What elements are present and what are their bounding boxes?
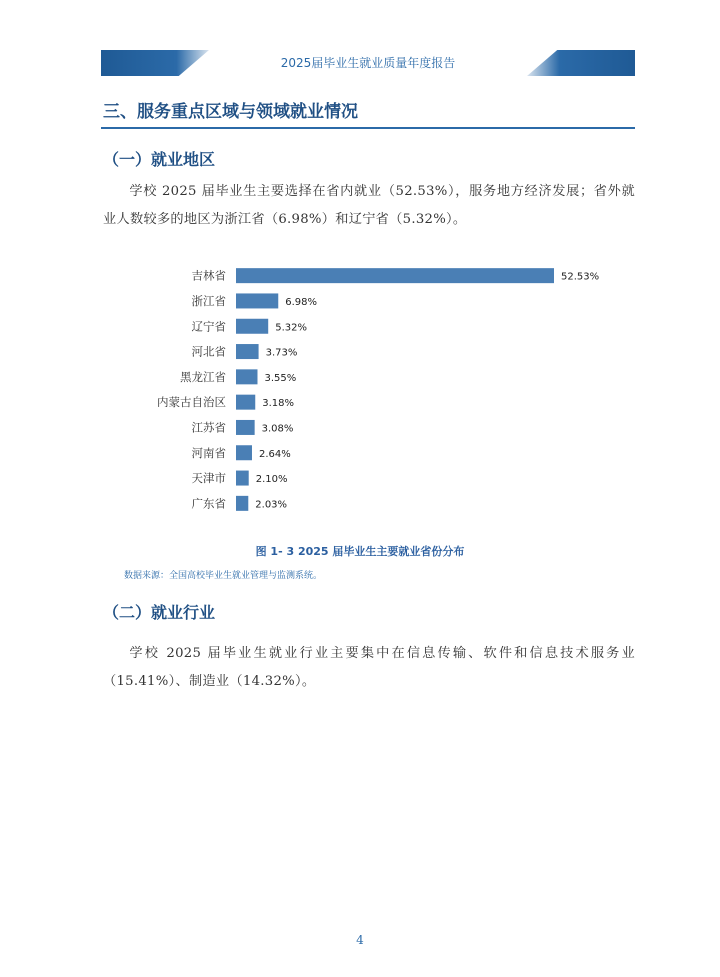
subsection-title-region: （一）就业地区 (103, 150, 216, 169)
page-number: 4 (356, 933, 364, 947)
section-title: 三、服务重点区域与领域就业情况 (103, 102, 358, 122)
category-label: 天津市 (191, 471, 226, 486)
data-label: 2.64% (258, 448, 291, 460)
category-label: 辽宁省 (191, 319, 226, 334)
data-label: 2.10% (255, 474, 288, 486)
figure-source: 数据来源：全国高校毕业生就业管理与监测系统。 (124, 571, 323, 581)
data-label: 5.32% (275, 322, 307, 334)
bar (236, 471, 249, 486)
bar (236, 369, 257, 384)
bar (236, 420, 255, 435)
bar (236, 268, 554, 283)
data-label: 52.53% (561, 271, 600, 283)
province-bar-chart (120, 258, 640, 518)
industry-paragraph: 学校 2025 届毕业生就业行业主要集中在信息传输、软件和信息技术服务业（15.41%）、制造业（14.32%）。 (103, 646, 635, 689)
bar (236, 496, 248, 511)
bar (236, 395, 255, 410)
header-title: 2025届毕业生就业质量年度报告 (280, 56, 456, 70)
data-label: 3.73% (265, 347, 298, 359)
category-label: 广东省 (191, 496, 226, 511)
category-label: 吉林省 (191, 268, 226, 283)
data-label: 3.18% (262, 398, 295, 410)
category-label: 内蒙古自治区 (157, 395, 226, 410)
category-label: 浙江省 (191, 293, 226, 308)
bar (236, 293, 278, 308)
page-header (101, 50, 635, 76)
bar (236, 319, 268, 334)
section-divider (101, 127, 635, 129)
bar (236, 445, 252, 460)
category-label: 江苏省 (191, 420, 226, 435)
figure-caption: 图 1- 3 2025 届毕业生主要就业省份分布 (255, 545, 465, 558)
data-label: 3.55% (264, 372, 297, 384)
data-label: 2.03% (255, 499, 288, 511)
region-paragraph: 学校 2025 届毕业生主要选择在省内就业（52.53%），服务地方经济发展；省外就业人数较多的地区为浙江省（6.98%）和辽宁省（5.32%）。 (103, 184, 635, 227)
chart-canvas (120, 258, 640, 518)
data-label: 3.08% (261, 423, 294, 435)
bar (236, 344, 259, 359)
data-label: 6.98% (285, 296, 318, 308)
category-label: 黑龙江省 (180, 369, 226, 384)
category-label: 河南省 (191, 445, 226, 460)
subsection-title-industry: （二）就业行业 (103, 603, 216, 622)
category-label: 河北省 (191, 344, 226, 359)
